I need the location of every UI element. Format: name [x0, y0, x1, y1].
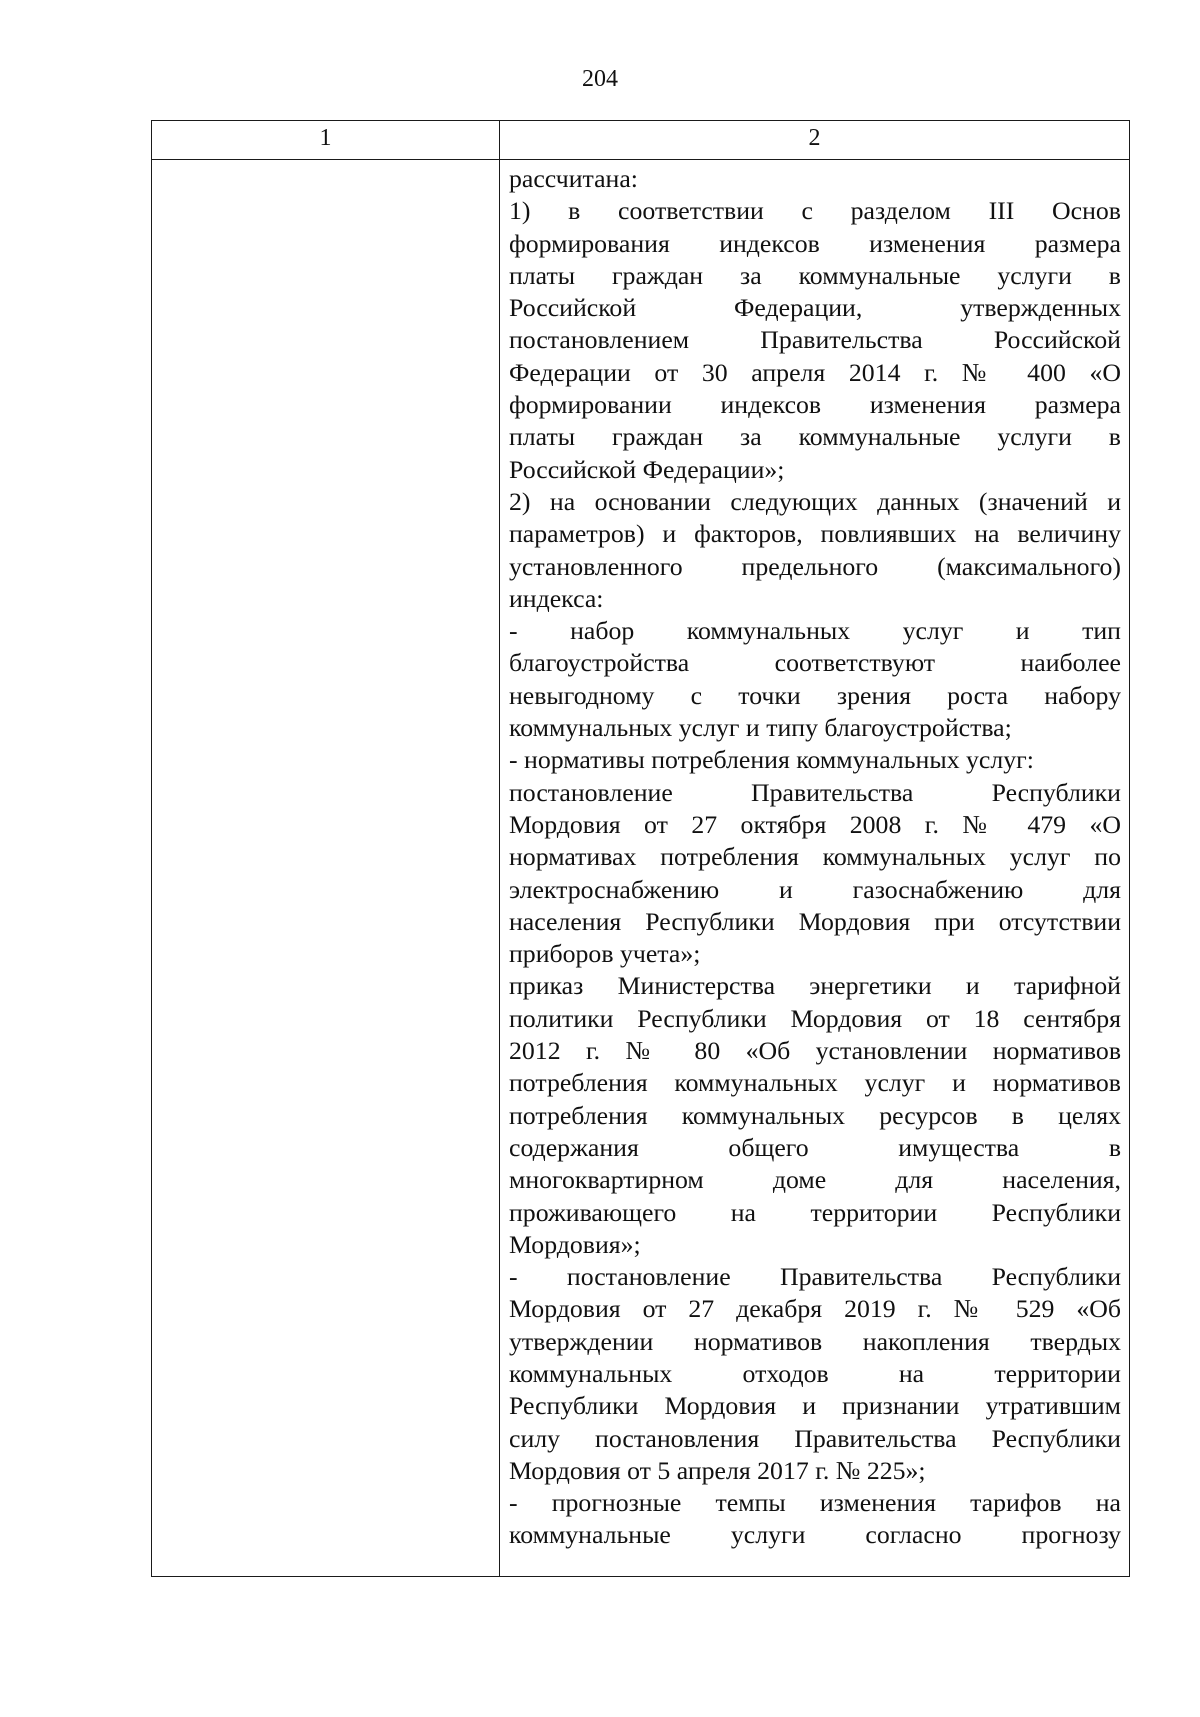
text-line: коммунальные услуги согласно прогнозу [509, 1520, 1121, 1550]
text-line: многоквартирном доме для населения, [509, 1165, 1121, 1195]
text-line: Российской Федерации»; [509, 454, 785, 484]
text-line: потребления коммунальных ресурсов в целях [509, 1100, 1121, 1130]
text-line: содержания общего имущества в [509, 1132, 1121, 1162]
text-line: Мордовия от 5 апреля 2017 г. № 225»; [509, 1455, 926, 1485]
text-line: - нормативы потребления коммунальных услуг: [509, 745, 1034, 775]
text-line: коммунальных услуг и типу благоустройства; [509, 713, 1012, 743]
text-line: приборов учета»; [509, 939, 701, 969]
table-header-row [152, 121, 1129, 160]
text-line: невыгодному с точки зрения роста набору [509, 680, 1121, 710]
text-line: населения Республики Мордовия при отсутствии [509, 906, 1121, 936]
text-line: постановлением Правительства Российской [509, 325, 1121, 355]
text-line: Мордовия от 27 октября 2008 г. № 479 «О [509, 809, 1121, 839]
text-line: формировании индексов изменения размера [509, 390, 1121, 420]
text-line: утверждении нормативов накопления твердых [509, 1326, 1121, 1356]
text-line: 1) в соответствии с разделом III Основ [509, 196, 1121, 226]
column-header-2: 2 [808, 125, 821, 151]
text-line: рассчитана: [509, 164, 638, 193]
text-line: политики Республики Мордовия от 18 сентября [509, 1003, 1121, 1033]
text-line: платы граждан за коммунальные услуги в [509, 260, 1121, 290]
text-line: благоустройства соответствуют наиболее [509, 648, 1121, 678]
page-number: 204 [582, 66, 618, 92]
text-line: электроснабжению и газоснабжению для [509, 874, 1121, 904]
text-line: 2012 г. № 80 «Об установлении нормативов [509, 1036, 1121, 1066]
column-2-text [509, 163, 1121, 1552]
text-line: платы граждан за коммунальные услуги в [509, 422, 1121, 452]
text-line: формирования индексов изменения размера [509, 228, 1121, 258]
text-line: параметров) и факторов, повлиявших на величину [509, 519, 1121, 549]
text-line: установленного предельного (максимального) [509, 551, 1121, 581]
column-header-1: 1 [319, 125, 332, 151]
column-divider [499, 121, 500, 1576]
text-line: Российской Федерации, утвержденных [509, 293, 1121, 323]
text-line: - набор коммунальных услуг и тип [509, 616, 1121, 646]
text-line: Республики Мордовия и признании утратившим [509, 1391, 1121, 1421]
text-line: - постановление Правительства Республики [509, 1262, 1121, 1292]
text-line: - прогнозные темпы изменения тарифов на [509, 1488, 1121, 1518]
text-line: силу постановления Правительства Республики [509, 1423, 1121, 1453]
text-line: Мордовия»; [509, 1229, 641, 1259]
text-line: Мордовия от 27 декабря 2019 г. № 529 «Об [509, 1294, 1121, 1324]
text-line: приказ Министерства энергетики и тарифной [509, 971, 1121, 1001]
text-line: коммунальных отходов на территории [509, 1358, 1121, 1388]
text-line: нормативах потребления коммунальных услуг по [509, 842, 1121, 872]
text-line: 2) на основании следующих данных (значений и [509, 486, 1121, 516]
text-line: потребления коммунальных услуг и нормативов [509, 1068, 1121, 1098]
document-table [151, 120, 1130, 1577]
text-line: постановление Правительства Республики [509, 777, 1121, 807]
text-line: Федерации от 30 апреля 2014 г. № 400 «О [509, 357, 1121, 387]
text-line: проживающего на территории Республики [509, 1197, 1121, 1227]
text-line: индекса: [509, 583, 604, 613]
